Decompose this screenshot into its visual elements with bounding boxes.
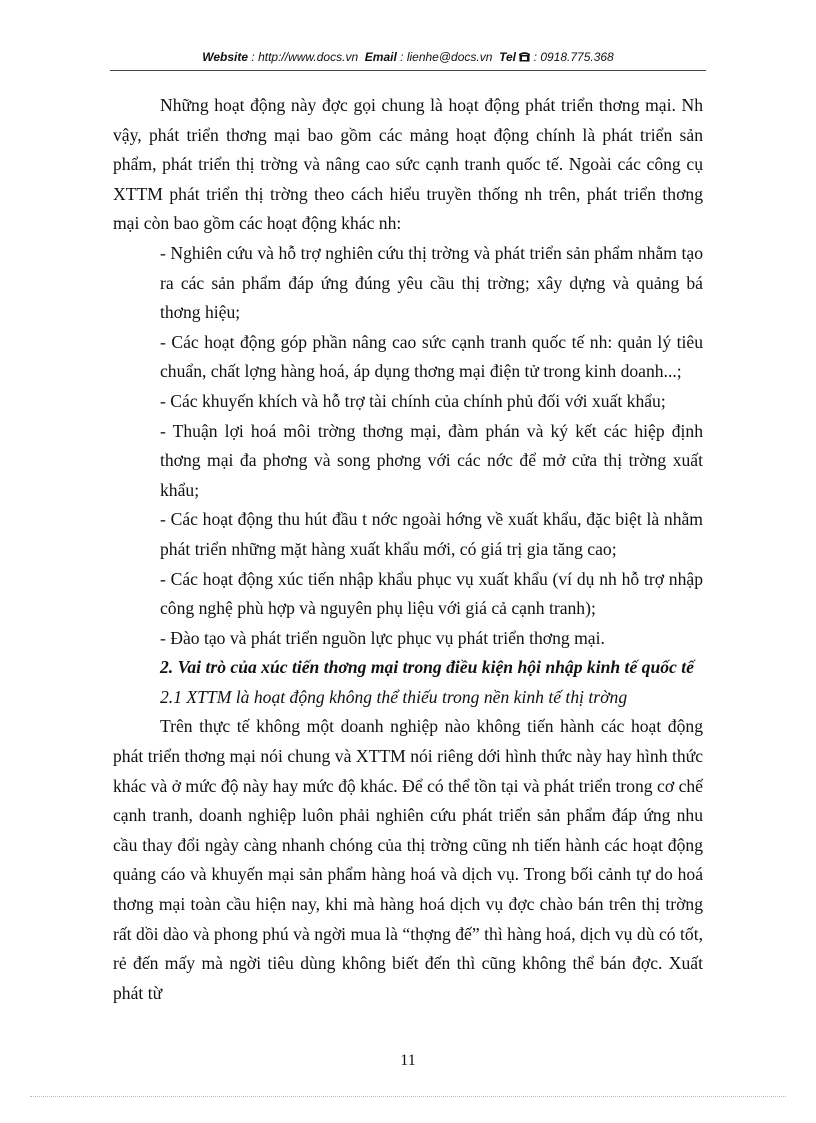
bullet-financial-support: - Các khuyến khích và hỗ trợ tài chính của chính phủ đối với xuất khẩu; bbox=[160, 390, 666, 411]
footer-divider bbox=[30, 1096, 786, 1097]
paragraph-body: Trên thực tế không một doanh nghiệp nào không tiến hành các hoạt động phát triển thơng mại nói chung và XTTM nói riêng dới hình thức này hay hình thức khác và ở mức độ này hay mức độ khác. Để có thể tồn tại và phát triển trong cơ chế cạnh tranh, doanh nghiệp luôn phải nghiên cứu phát triển sản phẩm đáp ứng nhu cầu thay đổi ngày càng nhanh chóng của thị trờng cũng nh tiến hành các hoạt động quảng cáo và khuyến mại sản phẩm hàng hoá và dịch vụ. Trong bối cảnh tự do hoá thơng mại toàn cầu hiện nay, khi mà hàng hoá dịch vụ đợc chào bán trên thị trờng rất dồi dào và phong phú và ngời mua là “thợng đế” thì hàng hoá, dịch vụ dù có tốt, rẻ đến mấy mà ngời tiêu dùng không biết đến thì cũng không thể bán đợc. Xuất phát từ bbox=[113, 716, 703, 1003]
header-divider bbox=[110, 70, 706, 71]
bullet-training: - Đào tạo và phát triển nguồn lực phục vụ phát triển thơng mại. bbox=[160, 627, 605, 648]
bullet-fdi: - Các hoạt động thu hút đầu t nớc ngoài hớng về xuất khẩu, đặc biệt là nhằm phát triển những mặt hàng xuất khẩu mới, có giá trị gia tăng cao; bbox=[160, 509, 703, 559]
tel-number: : 0918.775.368 bbox=[533, 50, 614, 64]
subsection-heading-2-1: 2.1 XTTM là hoạt động không thể thiếu trong nền kinh tế thị trờng bbox=[160, 686, 628, 707]
website-url[interactable]: : http://www.docs.vn bbox=[251, 50, 359, 64]
page-number: 11 bbox=[400, 1052, 416, 1069]
bullet-market-research: - Nghiên cứu và hỗ trợ nghiên cứu thị trờng và phát triển sản phẩm nhằm tạo ra các sản phẩm đáp ứng đúng yêu cầu thị trờng; xây dựng và quảng bá thơng hiệu; bbox=[160, 242, 703, 323]
bullet-competitiveness: - Các hoạt động góp phần nâng cao sức cạnh tranh quốc tế nh: quản lý tiêu chuẩn, chất lợng hàng hoá, áp dụng thơng mại điện tử trong kinh doanh...; bbox=[160, 331, 703, 382]
section-heading-2: 2. Vai trò của xúc tiến thơng mại trong điều kiện hội nhập kinh tế quốc tế bbox=[160, 657, 694, 678]
tel-label: Tel bbox=[499, 50, 516, 64]
page-header bbox=[110, 50, 706, 64]
paragraph-intro: Những hoạt động này đợc gọi chung là hoạt động phát triển thơng mại. Nh vậy, phát triển thơng mại bao gồm các mảng hoạt động chính là phát triển sản phẩm, phát triển thị trờng và nâng cao sức cạnh tranh quốc tế. Ngoài các công cụ XTTM phát triển thị trờng theo cách hiểu truyền thống nh trên, phát triển thơng mại còn bao gồm các hoạt động khác nh: bbox=[113, 95, 703, 234]
bullet-trade-facilitation: - Thuận lợi hoá môi trờng thơng mại, đàm phán và ký kết các hiệp định thơng mại đa phơng và song phơng với các nớc để mở cửa thị trờng xuất khẩu; bbox=[160, 420, 703, 500]
website-label: Website bbox=[202, 50, 249, 64]
phone-icon bbox=[519, 50, 533, 64]
page-body bbox=[113, 91, 703, 1008]
email-label: Email bbox=[364, 50, 397, 64]
bullet-import-promotion: - Các hoạt động xúc tiến nhập khẩu phục vụ xuất khẩu (ví dụ nh hỗ trợ nhập công nghệ phù hợp và nguyên phụ liệu với giá cả cạnh tranh); bbox=[160, 568, 703, 619]
email-address[interactable]: : lienhe@docs.vn bbox=[400, 50, 493, 64]
